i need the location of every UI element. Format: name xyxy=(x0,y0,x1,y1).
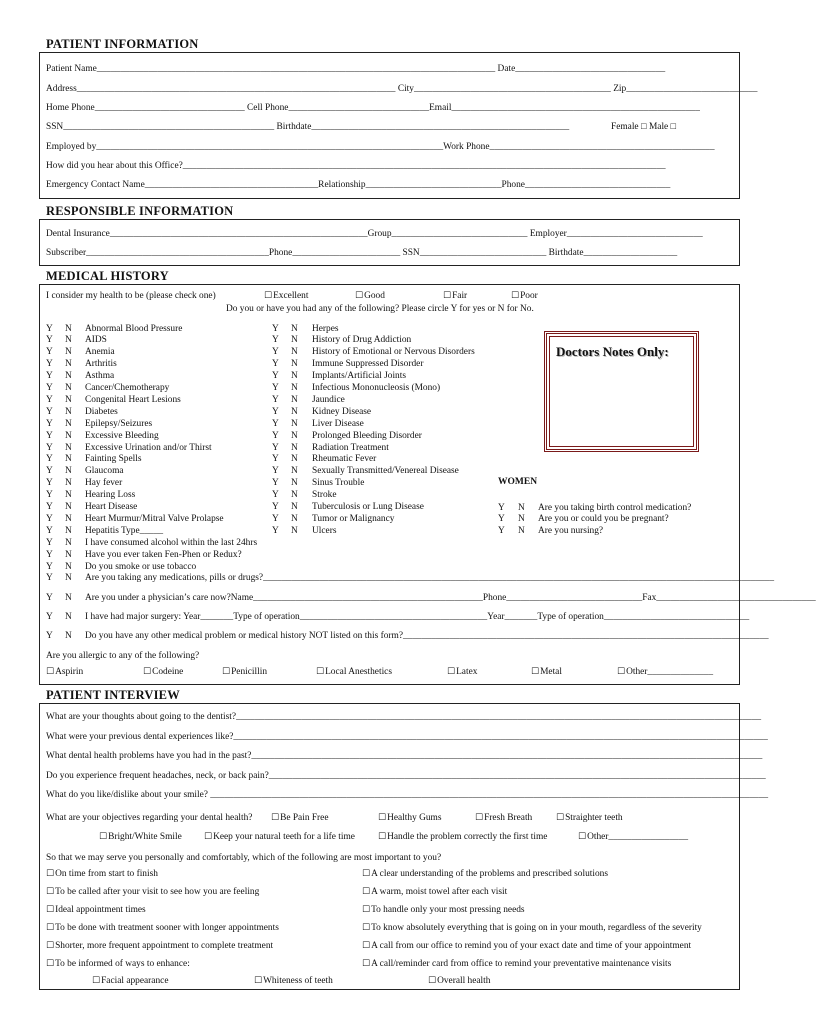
condition2-label-11: Rheumatic Fever xyxy=(312,454,377,465)
patient-interview-title: PATIENT INTERVIEW xyxy=(46,688,180,702)
condition2-label-1: History of Drug Addiction xyxy=(312,335,412,346)
phone-email-field[interactable]: Home Phone________________________________ Cell Phone______________________________Email_____________________________________________________ xyxy=(46,103,700,113)
condition-yes-20[interactable]: Y xyxy=(46,561,53,572)
condition2-yes-1[interactable]: Y xyxy=(272,335,279,346)
past-problems-field[interactable]: What dental health problems have you had in the past?_____________________________________________________________________________________________________________ xyxy=(46,751,763,761)
responsible-information-box xyxy=(39,219,740,266)
condition-no-12[interactable]: N xyxy=(65,466,72,477)
condition2-no-10[interactable]: N xyxy=(291,442,298,453)
allergy-question: Are you allergic to any of the following? xyxy=(46,651,200,661)
condition-no-5[interactable]: N xyxy=(65,383,72,393)
condition-yes-21[interactable]: Y xyxy=(46,573,53,584)
allergy-penicillin-checkbox[interactable]: ☐ Penicillin xyxy=(222,667,267,677)
condition-no-1[interactable]: N xyxy=(65,335,72,346)
allergy-local-anesthetics-checkbox[interactable]: ☐ Local Anesthetics xyxy=(316,667,392,677)
smile-field[interactable]: What do you like/dislike about your smile? _______________________________________________________________________________________________________________________ xyxy=(46,790,769,800)
condition-no-21[interactable]: N xyxy=(65,573,72,584)
condition2-yes-4[interactable]: Y xyxy=(272,371,279,382)
preference-right-checkbox-2[interactable]: ☐ To handle only your most pressing needs xyxy=(362,905,525,915)
objective-fresh-breath-checkbox[interactable]: ☐ Fresh Breath xyxy=(475,813,532,823)
condition2-label-15: Tuberculosis or Lung Disease xyxy=(312,502,424,512)
condition2-label-9: Prolonged Bleeding Disorder xyxy=(312,430,422,441)
surgery-yes[interactable]: Y xyxy=(46,612,53,622)
other-problem-yes[interactable]: Y xyxy=(46,631,53,641)
condition2-label-7: Kidney Disease xyxy=(312,406,372,417)
condition-label-7: Diabetes xyxy=(85,406,118,417)
health-excellent-checkbox[interactable]: ☐ Excellent xyxy=(264,291,308,301)
preference-left-checkbox-2[interactable]: ☐ Ideal appointment times xyxy=(46,905,146,915)
condition-label-0: Abnormal Blood Pressure xyxy=(85,323,183,334)
condition-no-7[interactable]: N xyxy=(65,406,72,417)
condition-label-14: Hearing Loss xyxy=(85,490,136,501)
doctors-notes-box xyxy=(544,331,699,452)
preference-left-checkbox-0[interactable]: ☐ On time from start to finish xyxy=(46,869,158,879)
condition2-yes-3[interactable]: Y xyxy=(272,359,279,370)
preference-right-checkbox-0[interactable]: ☐ A clear understanding of the problems and prescribed solutions xyxy=(362,869,608,879)
condition-yes-17[interactable]: Y xyxy=(46,525,53,536)
doctors-notes-title: Doctors Notes Only: xyxy=(556,344,669,359)
condition-no-20[interactable]: N xyxy=(65,561,72,572)
preference-left-checkbox-3[interactable]: ☐ To be done with treatment sooner with longer appointments xyxy=(46,923,279,933)
condition2-label-6: Jaundice xyxy=(312,394,345,405)
condition2-no-9[interactable]: N xyxy=(291,430,298,441)
condition-no-19[interactable]: N xyxy=(65,549,72,560)
condition2-yes-11[interactable]: Y xyxy=(272,454,279,465)
condition-no-9[interactable]: N xyxy=(65,430,72,441)
condition2-yes-13[interactable]: Y xyxy=(272,478,279,489)
health-fair-checkbox[interactable]: ☐ Fair xyxy=(443,291,467,301)
condition-yes-8[interactable]: Y xyxy=(46,418,53,429)
condition-label-19: Have you ever taken Fen-Phen or Redux? xyxy=(85,549,242,560)
condition2-yes-6[interactable]: Y xyxy=(272,394,279,405)
condition2-yes-5[interactable]: Y xyxy=(272,383,279,393)
employer-work-phone-field[interactable]: Employed by__________________________________________________________________________Work Phone________________________________________________ xyxy=(46,142,715,152)
condition2-no-0[interactable]: N xyxy=(291,323,298,334)
condition-no-17[interactable]: N xyxy=(65,525,72,536)
condition-yes-7[interactable]: Y xyxy=(46,406,53,417)
condition2-no-12[interactable]: N xyxy=(291,466,298,477)
women-yes-0[interactable]: Y xyxy=(498,502,505,513)
ssn-birthdate-field[interactable]: SSN_____________________________________________ Birthdate_______________________________________________________ xyxy=(46,122,570,132)
women-yes-2[interactable]: Y xyxy=(498,526,505,537)
condition-no-8[interactable]: N xyxy=(65,418,72,429)
condition-label-3: Arthritis xyxy=(85,359,117,370)
condition2-yes-2[interactable]: Y xyxy=(272,347,279,358)
preference-left-checkbox-1[interactable]: ☐ To be called after your visit to see how you are feeling xyxy=(46,887,259,897)
condition2-label-12: Sexually Transmitted/Venereal Disease xyxy=(312,466,459,477)
condition-label-13: Hay fever xyxy=(85,478,123,489)
headaches-field[interactable]: Do you experience frequent headaches, neck, or back pain?__________________________________________________________________________________________________________ xyxy=(46,771,766,781)
condition2-yes-16[interactable]: Y xyxy=(272,513,279,524)
condition2-yes-15[interactable]: Y xyxy=(272,502,279,512)
condition2-no-3[interactable]: N xyxy=(291,359,298,370)
condition-no-16[interactable]: N xyxy=(65,513,72,524)
objective-handle-correctly-checkbox[interactable]: ☐ Handle the problem correctly the first time xyxy=(378,832,547,842)
condition-yes-10[interactable]: Y xyxy=(46,442,53,453)
other-problem-no[interactable]: N xyxy=(65,631,72,641)
objective-keep-teeth-checkbox[interactable]: ☐ Keep your natural teeth for a life time xyxy=(204,832,355,842)
condition-no-0[interactable]: N xyxy=(65,323,72,334)
referral-source-field[interactable]: How did you hear about this Office?_______________________________________________________________________________________________________ xyxy=(46,161,666,171)
condition2-yes-14[interactable]: Y xyxy=(272,490,279,501)
condition2-no-4[interactable]: N xyxy=(291,371,298,382)
objective-other-checkbox[interactable]: ☐ Other_________________ xyxy=(578,832,688,842)
preference-right-checkbox-3[interactable]: ☐ To know absolutely everything that is going on in your mouth, regardless of the severity xyxy=(362,923,702,933)
condition2-no-15[interactable]: N xyxy=(291,502,298,512)
women-question-1: Are you or could you be pregnant? xyxy=(538,514,669,525)
condition-yes-12[interactable]: Y xyxy=(46,466,53,477)
objective-straighter-teeth-checkbox[interactable]: ☐ Straighter teeth xyxy=(556,813,623,823)
condition-yes-0[interactable]: Y xyxy=(46,323,53,334)
condition-yes-2[interactable]: Y xyxy=(46,347,53,358)
insurance-group-employer-field[interactable]: Dental Insurance_______________________________________________________Group_____________________________ Employer_____________________________ xyxy=(46,229,703,239)
women-yes-1[interactable]: Y xyxy=(498,514,505,525)
condition-no-15[interactable]: N xyxy=(65,502,72,512)
condition2-label-3: Immune Suppressed Disorder xyxy=(312,359,424,370)
subscriber-phone-ssn-field[interactable]: Subscriber_______________________________________Phone_______________________ SSN___________________________ Birthdate____________________ xyxy=(46,248,678,258)
condition2-yes-9[interactable]: Y xyxy=(272,430,279,441)
physician-no[interactable]: N xyxy=(65,593,72,603)
condition-label-10: Excessive Urination and/or Thirst xyxy=(85,442,212,453)
condition2-no-11[interactable]: N xyxy=(291,454,298,465)
condition2-label-13: Sinus Trouble xyxy=(312,478,365,489)
women-section-title: WOMEN xyxy=(498,477,538,487)
objective-pain-free-checkbox[interactable]: ☐ Be Pain Free xyxy=(271,813,329,823)
condition2-no-16[interactable]: N xyxy=(291,513,298,524)
sex-checkboxes[interactable]: Female □ Male □ xyxy=(611,122,677,132)
condition2-no-14[interactable]: N xyxy=(291,490,298,501)
condition-yes-1[interactable]: Y xyxy=(46,335,53,346)
condition-no-18[interactable]: N xyxy=(65,537,72,548)
condition-yes-18[interactable]: Y xyxy=(46,537,53,548)
condition-yes-13[interactable]: Y xyxy=(46,478,53,489)
condition-label-12: Glaucoma xyxy=(85,466,124,477)
condition-no-6[interactable]: N xyxy=(65,394,72,405)
condition-label-9: Excessive Bleeding xyxy=(85,430,159,441)
women-question-0: Are you taking birth control medication? xyxy=(538,502,692,513)
previous-experience-field[interactable]: What were your previous dental experiences like?__________________________________________________________________________________________________________________ xyxy=(46,732,768,742)
condition-no-14[interactable]: N xyxy=(65,490,72,501)
condition2-label-17: Ulcers xyxy=(312,525,337,536)
circle-yn-instruction: Do you or have you had any of the following? Please circle Y for yes or N for No. xyxy=(226,304,534,314)
allergy-aspirin-checkbox[interactable]: ☐ Aspirin xyxy=(46,667,83,677)
patient-name-date-field[interactable]: Patient Name_____________________________________________________________________________________ Date________________________________ xyxy=(46,64,666,74)
enhance-facial-checkbox[interactable]: ☐ Facial appearance xyxy=(92,976,168,986)
condition2-label-10: Radiation Treatment xyxy=(312,442,389,453)
preference-right-checkbox-1[interactable]: ☐ A warm, moist towel after each visit xyxy=(362,887,507,897)
condition2-label-0: Herpes xyxy=(312,323,339,334)
condition-yes-3[interactable]: Y xyxy=(46,359,53,370)
preference-right-checkbox-5[interactable]: ☐ A call/reminder card from office to remind your preventative maintenance visits xyxy=(362,959,671,969)
preference-left-checkbox-4[interactable]: ☐ Shorter, more frequent appointment to complete treatment xyxy=(46,941,273,951)
thoughts-dentist-field[interactable]: What are your thoughts about going to the dentist?________________________________________________________________________________________________________________ xyxy=(46,712,762,722)
responsible-information-title: RESPONSIBLE INFORMATION xyxy=(46,204,234,218)
major-surgery-field[interactable]: I have had major surgery: Year_______Type of operation________________________________________Year_______Type of operation_______________________________ xyxy=(85,612,750,622)
condition2-no-6[interactable]: N xyxy=(291,394,298,405)
condition2-yes-17[interactable]: Y xyxy=(272,525,279,536)
preference-left-checkbox-5[interactable]: ☐ To be informed of ways to enhance: xyxy=(46,959,190,969)
condition-yes-19[interactable]: Y xyxy=(46,549,53,560)
women-no-0[interactable]: N xyxy=(518,502,525,513)
medical-history-title: MEDICAL HISTORY xyxy=(46,269,169,283)
condition-yes-6[interactable]: Y xyxy=(46,394,53,405)
allergy-metal-checkbox[interactable]: ☐ Metal xyxy=(531,667,562,677)
condition-no-11[interactable]: N xyxy=(65,454,72,465)
condition-yes-14[interactable]: Y xyxy=(46,490,53,501)
condition-label-16: Heart Murmur/Mitral Valve Prolapse xyxy=(85,513,224,524)
condition-yes-16[interactable]: Y xyxy=(46,513,53,524)
physician-yes[interactable]: Y xyxy=(46,593,53,603)
condition2-no-2[interactable]: N xyxy=(291,347,298,358)
condition-label-1: AIDS xyxy=(85,335,107,346)
enhance-overall-health-checkbox[interactable]: ☐ Overall health xyxy=(428,976,490,986)
condition-label-8: Epilepsy/Seizures xyxy=(85,418,153,429)
condition2-no-1[interactable]: N xyxy=(291,335,298,346)
condition-label-11: Fainting Spells xyxy=(85,454,142,465)
condition-label-6: Congenital Heart Lesions xyxy=(85,394,181,405)
condition2-label-2: History of Emotional or Nervous Disorders xyxy=(312,347,475,358)
address-city-zip-field[interactable]: Address____________________________________________________________________ City__________________________________________ Zip____________________________ xyxy=(46,84,758,94)
condition2-label-5: Infectious Mononucleosis (Mono) xyxy=(312,383,441,393)
health-good-checkbox[interactable]: ☐ Good xyxy=(355,291,385,301)
medications-field[interactable]: Are you taking any medications, pills or drugs?_____________________________________________________________________________________________________________ xyxy=(85,573,775,584)
surgery-no[interactable]: N xyxy=(65,612,72,622)
other-medical-problem-field[interactable]: Do you have any other medical problem or medical history NOT listed on this form?______________________________________________________________________________ xyxy=(85,631,769,641)
emergency-contact-field[interactable]: Emergency Contact Name_____________________________________Relationship_____________________________Phone_______________________________ xyxy=(46,180,671,190)
women-question-2: Are you nursing? xyxy=(538,526,604,537)
condition-label-18: I have consumed alcohol within the last 24hrs xyxy=(85,537,258,548)
condition-label-15: Heart Disease xyxy=(85,502,138,512)
patient-information-title: PATIENT INFORMATION xyxy=(46,37,199,51)
condition-yes-5[interactable]: Y xyxy=(46,383,53,393)
condition-no-10[interactable]: N xyxy=(65,442,72,453)
condition2-no-7[interactable]: N xyxy=(291,406,298,417)
condition-label-5: Cancer/Chemotherapy xyxy=(85,383,170,393)
preference-right-checkbox-4[interactable]: ☐ A call from our office to remind you of your exact date and time of your appointment xyxy=(362,941,691,951)
condition-no-13[interactable]: N xyxy=(65,478,72,489)
condition-yes-15[interactable]: Y xyxy=(46,502,53,512)
condition-no-3[interactable]: N xyxy=(65,359,72,370)
condition2-no-13[interactable]: N xyxy=(291,478,298,489)
condition-yes-4[interactable]: Y xyxy=(46,371,53,382)
condition-no-4[interactable]: N xyxy=(65,371,72,382)
condition2-no-5[interactable]: N xyxy=(291,383,298,393)
condition2-no-8[interactable]: N xyxy=(291,418,298,429)
objective-white-smile-checkbox[interactable]: ☐ Bright/White Smile xyxy=(99,832,182,842)
condition-label-2: Anemia xyxy=(85,347,115,358)
allergy-other-checkbox[interactable]: ☐ Other______________ xyxy=(617,667,713,677)
condition2-yes-8[interactable]: Y xyxy=(272,418,279,429)
condition2-label-4: Implants/Artificial Joints xyxy=(312,371,406,382)
condition-label-4: Asthma xyxy=(85,371,115,382)
objective-healthy-gums-checkbox[interactable]: ☐ Healthy Gums xyxy=(378,813,442,823)
condition-yes-9[interactable]: Y xyxy=(46,430,53,441)
condition2-label-8: Liver Disease xyxy=(312,418,364,429)
condition2-label-16: Tumor or Malignancy xyxy=(312,513,395,524)
condition-label-20: Do you smoke or use tobacco xyxy=(85,561,197,572)
health-rating-label: I consider my health to be (please check one) xyxy=(46,291,216,301)
health-poor-checkbox[interactable]: ☐ Poor xyxy=(511,291,538,301)
condition2-yes-0[interactable]: Y xyxy=(272,323,279,334)
women-no-2[interactable]: N xyxy=(518,526,525,537)
condition2-label-14: Stroke xyxy=(312,490,337,501)
condition2-yes-10[interactable]: Y xyxy=(272,442,279,453)
condition2-yes-7[interactable]: Y xyxy=(272,406,279,417)
condition2-no-17[interactable]: N xyxy=(291,525,298,536)
allergy-codeine-checkbox[interactable]: ☐ Codeine xyxy=(143,667,183,677)
enhance-whiteness-checkbox[interactable]: ☐ Whiteness of teeth xyxy=(254,976,333,986)
allergy-latex-checkbox[interactable]: ☐ Latex xyxy=(447,667,477,677)
condition2-yes-12[interactable]: Y xyxy=(272,466,279,477)
women-no-1[interactable]: N xyxy=(518,514,525,525)
condition-label-17: Hepatitis Type_____ xyxy=(85,525,164,536)
serve-question: So that we may serve you personally and comfortably, which of the following are most important to you? xyxy=(46,853,442,863)
condition-no-2[interactable]: N xyxy=(65,347,72,358)
condition-yes-11[interactable]: Y xyxy=(46,454,53,465)
physician-care-field[interactable]: Are you under a physician’s care now?Name_________________________________________________Phone_____________________________Fax__________________________________ xyxy=(85,593,816,603)
objectives-label: What are your objectives regarding your dental health? xyxy=(46,813,253,823)
